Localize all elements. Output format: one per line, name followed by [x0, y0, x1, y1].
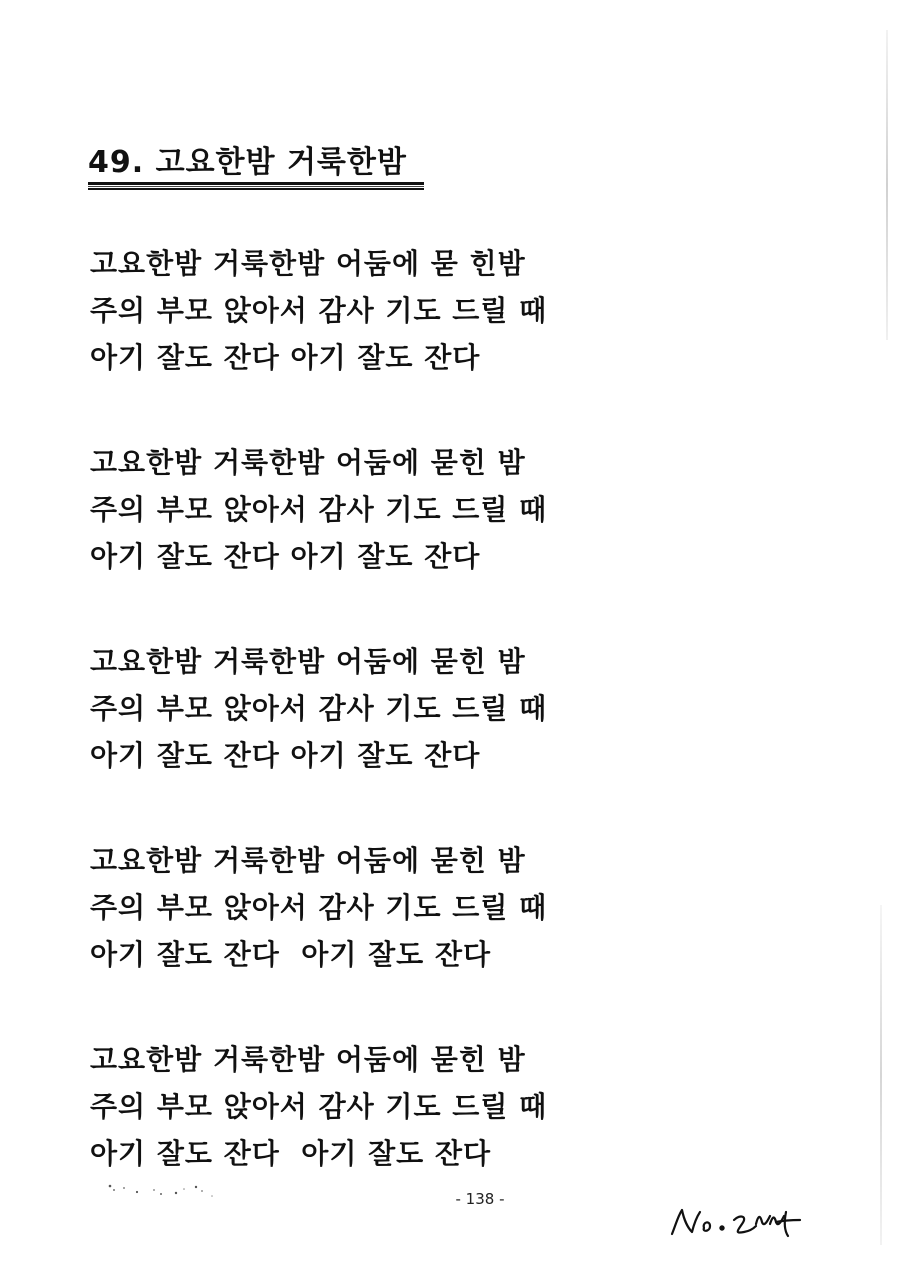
lyric-line: 아기 잘도 잔다 아기 잘도 잔다 — [90, 341, 481, 374]
scan-edge-mark — [886, 30, 888, 340]
lyric-line: 주의 부모 앉아서 감사 기도 드릴 때 — [90, 692, 548, 725]
page-number: - 138 - — [455, 1190, 505, 1208]
lyric-line: 주의 부모 앉아서 감사 기도 드릴 때 — [90, 891, 548, 924]
scan-specks — [104, 1180, 224, 1206]
verse — [90, 1036, 650, 1177]
title-double-underline — [88, 182, 424, 190]
verse — [90, 240, 650, 381]
lyric-line: 고요한밤 거룩한밤 어둠에 묻힌 밤 — [90, 446, 526, 479]
verse — [90, 439, 650, 580]
handwritten-note — [664, 1198, 814, 1246]
lyrics-body — [90, 240, 650, 1235]
lyric-line: 고요한밤 거룩한밤 어둠에 묻 힌밤 — [90, 247, 526, 280]
verse — [90, 837, 650, 978]
lyric-line: 아기 잘도 잔다 아기 잘도 잔다 — [90, 739, 481, 772]
lyric-line: 고요한밤 거룩한밤 어둠에 묻힌 밤 — [90, 844, 526, 877]
lyric-line: 주의 부모 앉아서 감사 기도 드릴 때 — [90, 294, 548, 327]
lyric-line: 고요한밤 거룩한밤 어둠에 묻힌 밤 — [90, 645, 526, 678]
lyric-line: 아기 잘도 잔다 아기 잘도 잔다 — [90, 1137, 492, 1170]
verse — [90, 638, 650, 779]
lyric-line: 주의 부모 앉아서 감사 기도 드릴 때 — [90, 1090, 548, 1123]
lyric-line: 주의 부모 앉아서 감사 기도 드릴 때 — [90, 493, 548, 526]
lyric-line: 아기 잘도 잔다 아기 잘도 잔다 — [90, 938, 492, 971]
lyric-line: 아기 잘도 잔다 아기 잘도 잔다 — [90, 540, 481, 573]
song-title: 49. 고요한밤 거룩한밤 — [88, 145, 407, 180]
scan-edge-mark — [880, 905, 882, 1245]
lyric-line: 고요한밤 거룩한밤 어둠에 묻힌 밤 — [90, 1043, 526, 1076]
